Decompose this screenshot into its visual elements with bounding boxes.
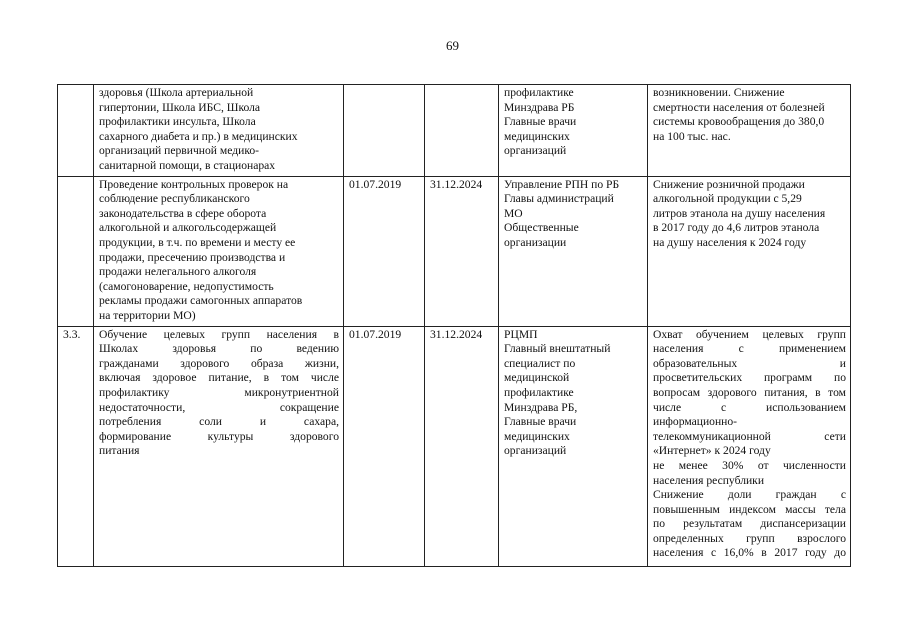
table-row: [58, 85, 851, 177]
end-date-cell: [425, 85, 499, 177]
end-date-cell: 31.12.2024: [425, 176, 499, 326]
start-date-cell: [344, 85, 425, 177]
result-cell: Снижение розничной продажи алкогольной продукции с 5,29 литров этанола на душу населения в 2017 году до 4,6 литров этанола на душу населения к 2024 году: [648, 176, 851, 326]
result-cell: Охват обучением целевых групп населения с применением образовательных и просветительских программ по вопросам здорового питания, в том числе с использованием информационно- телекоммуникационной сети «Интернет» к 2024 году не менее 30% от численности населения республики Снижение доли граждан с повышенным индексом массы тела по результатам диспансеризации определенных групп взрослого населения с 16,0% в 2017 году до: [648, 326, 851, 566]
table-row: [58, 176, 851, 326]
responsible-cell: профилактике Минздрава РБ Главные врачи медицинских организаций: [499, 85, 648, 177]
end-date-cell: 31.12.2024: [425, 326, 499, 566]
start-date-cell: 01.07.2019: [344, 326, 425, 566]
activity-cell: Проведение контрольных проверок на соблюдение республиканского законодательства в сфере оборота алкогольной и алкогольсодержащей продукции, в т.ч. по времени и месту ее продажи, пресечению производства и продажи нелегального алкоголя (самогоноварение, недопустимость рекламы продажи самогонных аппаратов на территории МО): [94, 176, 344, 326]
start-date-cell: 01.07.2019: [344, 176, 425, 326]
responsible-cell: Управление РПН по РБ Главы администраций МО Общественные организации: [499, 176, 648, 326]
row-number-cell: [58, 85, 94, 177]
plan-table: [57, 84, 851, 567]
table-row: [58, 326, 851, 566]
activity-cell: здоровья (Школа артериальной гипертонии, Школа ИБС, Школа профилактики инсульта, Школа сахарного диабета и пр.) в медицинских организаций первичной медико- санитарной помощи, в стационарах: [94, 85, 344, 177]
result-cell: возникновении. Снижение смертности населения от болезней системы кровообращения до 380,0 на 100 тыс. нас.: [648, 85, 851, 177]
row-number-cell: [58, 176, 94, 326]
page-number: 69: [446, 38, 459, 53]
row-number-cell: 3.3.: [58, 326, 94, 566]
responsible-cell: РЦМП Главный внештатный специалист по медицинской профилактике Минздрава РБ, Главные врачи медицинских организаций: [499, 326, 648, 566]
activity-cell: Обучение целевых групп населения в Школах здоровья по ведению гражданами здорового образа жизни, включая здоровое питание, в том числе профилактику микронутриентной недостаточности, сокращение потребления соли и сахара, формирование культуры здорового питания: [94, 326, 344, 566]
